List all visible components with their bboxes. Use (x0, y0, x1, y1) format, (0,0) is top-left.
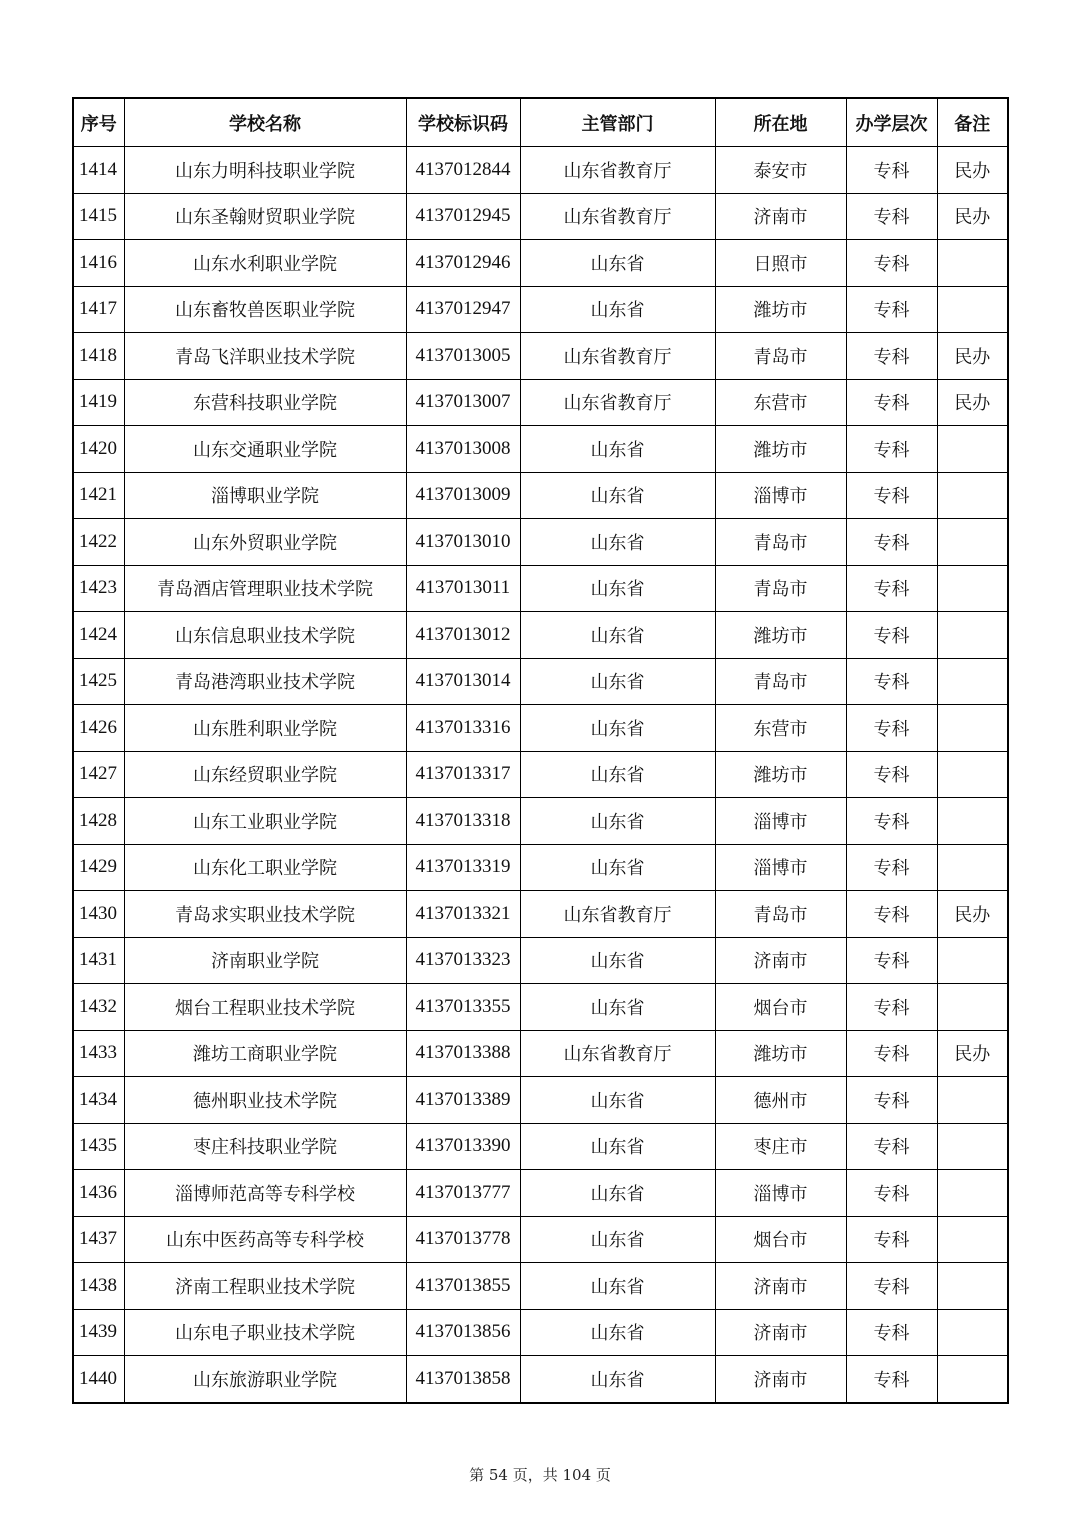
cell-school-name: 山东力明科技职业学院 (124, 147, 406, 194)
cell-note (937, 1263, 1008, 1310)
cell-school-code: 4137013777 (406, 1170, 520, 1217)
cell-school-code: 4137012947 (406, 286, 520, 333)
cell-note (937, 612, 1008, 659)
cell-department: 山东省 (520, 1077, 715, 1124)
cell-department: 山东省教育厅 (520, 147, 715, 194)
cell-level: 专科 (846, 1263, 937, 1310)
cell-note (937, 658, 1008, 705)
table-row (73, 240, 1008, 287)
cell-note: 民办 (937, 147, 1008, 194)
cell-department: 山东省教育厅 (520, 333, 715, 380)
cell-department: 山东省 (520, 240, 715, 287)
cell-index: 1419 (73, 379, 124, 426)
cell-index: 1439 (73, 1309, 124, 1356)
cell-school-code: 4137013319 (406, 844, 520, 891)
cell-level: 专科 (846, 705, 937, 752)
cell-school-code: 4137013008 (406, 426, 520, 473)
cell-note (937, 426, 1008, 473)
cell-level: 专科 (846, 519, 937, 566)
header-location: 所在地 (715, 98, 846, 147)
table-row (73, 798, 1008, 845)
cell-level: 专科 (846, 1077, 937, 1124)
cell-location: 潍坊市 (715, 612, 846, 659)
cell-note (937, 984, 1008, 1031)
table-row (73, 658, 1008, 705)
cell-index: 1420 (73, 426, 124, 473)
cell-school-name: 山东畜牧兽医职业学院 (124, 286, 406, 333)
cell-level: 专科 (846, 1309, 937, 1356)
cell-note (937, 1356, 1008, 1403)
table-row (73, 1077, 1008, 1124)
cell-location: 泰安市 (715, 147, 846, 194)
cell-school-code: 4137012844 (406, 147, 520, 194)
cell-school-name: 淄博职业学院 (124, 472, 406, 519)
cell-school-code: 4137013390 (406, 1123, 520, 1170)
cell-location: 潍坊市 (715, 426, 846, 473)
cell-school-code: 4137013317 (406, 751, 520, 798)
cell-department: 山东省教育厅 (520, 1030, 715, 1077)
cell-department: 山东省 (520, 612, 715, 659)
cell-school-code: 4137013318 (406, 798, 520, 845)
table-row (73, 1356, 1008, 1403)
cell-level: 专科 (846, 612, 937, 659)
cell-level: 专科 (846, 937, 937, 984)
cell-school-code: 4137013323 (406, 937, 520, 984)
table-row (73, 472, 1008, 519)
cell-school-name: 山东中医药高等专科学校 (124, 1216, 406, 1263)
cell-index: 1417 (73, 286, 124, 333)
cell-note (937, 286, 1008, 333)
cell-department: 山东省 (520, 751, 715, 798)
cell-school-code: 4137013856 (406, 1309, 520, 1356)
cell-department: 山东省 (520, 937, 715, 984)
cell-level: 专科 (846, 147, 937, 194)
cell-school-code: 4137013009 (406, 472, 520, 519)
header-department: 主管部门 (520, 98, 715, 147)
cell-school-code: 4137013855 (406, 1263, 520, 1310)
cell-location: 淄博市 (715, 1170, 846, 1217)
cell-index: 1437 (73, 1216, 124, 1263)
cell-department: 山东省 (520, 705, 715, 752)
cell-department: 山东省 (520, 1356, 715, 1403)
cell-department: 山东省 (520, 426, 715, 473)
cell-level: 专科 (846, 798, 937, 845)
cell-location: 青岛市 (715, 891, 846, 938)
cell-level: 专科 (846, 193, 937, 240)
cell-department: 山东省 (520, 658, 715, 705)
cell-note: 民办 (937, 333, 1008, 380)
cell-note: 民办 (937, 891, 1008, 938)
cell-location: 青岛市 (715, 565, 846, 612)
table-row (73, 1309, 1008, 1356)
cell-note (937, 1170, 1008, 1217)
header-index: 序号 (73, 98, 124, 147)
table-row (73, 612, 1008, 659)
cell-location: 淄博市 (715, 798, 846, 845)
cell-department: 山东省 (520, 565, 715, 612)
cell-index: 1425 (73, 658, 124, 705)
cell-location: 潍坊市 (715, 751, 846, 798)
cell-department: 山东省教育厅 (520, 379, 715, 426)
table-row (73, 565, 1008, 612)
table-row (73, 844, 1008, 891)
cell-index: 1438 (73, 1263, 124, 1310)
cell-school-name: 潍坊工商职业学院 (124, 1030, 406, 1077)
cell-location: 淄博市 (715, 472, 846, 519)
cell-school-name: 青岛港湾职业技术学院 (124, 658, 406, 705)
cell-school-name: 山东胜利职业学院 (124, 705, 406, 752)
cell-school-code: 4137013005 (406, 333, 520, 380)
table-row (73, 426, 1008, 473)
cell-department: 山东省 (520, 519, 715, 566)
cell-location: 德州市 (715, 1077, 846, 1124)
cell-school-name: 山东工业职业学院 (124, 798, 406, 845)
cell-location: 烟台市 (715, 1216, 846, 1263)
cell-school-code: 4137013355 (406, 984, 520, 1031)
cell-location: 济南市 (715, 1309, 846, 1356)
cell-school-name: 青岛飞洋职业技术学院 (124, 333, 406, 380)
cell-department: 山东省 (520, 1216, 715, 1263)
cell-school-name: 枣庄科技职业学院 (124, 1123, 406, 1170)
table-row (73, 379, 1008, 426)
cell-note (937, 472, 1008, 519)
cell-level: 专科 (846, 286, 937, 333)
cell-index: 1435 (73, 1123, 124, 1170)
cell-level: 专科 (846, 844, 937, 891)
header-school-code: 学校标识码 (406, 98, 520, 147)
cell-level: 专科 (846, 426, 937, 473)
table-row (73, 1030, 1008, 1077)
cell-index: 1434 (73, 1077, 124, 1124)
cell-index: 1427 (73, 751, 124, 798)
cell-index: 1424 (73, 612, 124, 659)
cell-school-code: 4137012945 (406, 193, 520, 240)
cell-index: 1432 (73, 984, 124, 1031)
table-row (73, 1170, 1008, 1217)
cell-level: 专科 (846, 984, 937, 1031)
cell-school-code: 4137013321 (406, 891, 520, 938)
cell-location: 青岛市 (715, 333, 846, 380)
cell-department: 山东省 (520, 798, 715, 845)
cell-school-name: 青岛酒店管理职业技术学院 (124, 565, 406, 612)
cell-location: 济南市 (715, 1263, 846, 1310)
school-list-table (72, 97, 1009, 1404)
cell-school-name: 东营科技职业学院 (124, 379, 406, 426)
cell-school-code: 4137013011 (406, 565, 520, 612)
table-row (73, 891, 1008, 938)
table-row (73, 1263, 1008, 1310)
cell-location: 烟台市 (715, 984, 846, 1031)
table-row (73, 751, 1008, 798)
table-row (73, 1123, 1008, 1170)
cell-school-code: 4137013007 (406, 379, 520, 426)
cell-school-name: 山东圣翰财贸职业学院 (124, 193, 406, 240)
cell-note: 民办 (937, 1030, 1008, 1077)
table-row (73, 705, 1008, 752)
cell-note (937, 1309, 1008, 1356)
cell-note (937, 705, 1008, 752)
cell-index: 1436 (73, 1170, 124, 1217)
cell-department: 山东省 (520, 472, 715, 519)
table-row (73, 519, 1008, 566)
table-row (73, 147, 1008, 194)
cell-note (937, 844, 1008, 891)
cell-school-name: 德州职业技术学院 (124, 1077, 406, 1124)
cell-school-name: 山东旅游职业学院 (124, 1356, 406, 1403)
header-school-name: 学校名称 (124, 98, 406, 147)
cell-index: 1416 (73, 240, 124, 287)
cell-level: 专科 (846, 891, 937, 938)
cell-index: 1428 (73, 798, 124, 845)
table-row (73, 1216, 1008, 1263)
cell-note (937, 1216, 1008, 1263)
cell-location: 东营市 (715, 705, 846, 752)
cell-school-code: 4137013316 (406, 705, 520, 752)
cell-school-name: 山东交通职业学院 (124, 426, 406, 473)
cell-note (937, 240, 1008, 287)
cell-level: 专科 (846, 1356, 937, 1403)
table-row (73, 333, 1008, 380)
table-header-row (73, 98, 1008, 147)
cell-level: 专科 (846, 658, 937, 705)
header-level: 办学层次 (846, 98, 937, 147)
cell-school-code: 4137012946 (406, 240, 520, 287)
cell-school-code: 4137013778 (406, 1216, 520, 1263)
cell-location: 济南市 (715, 1356, 846, 1403)
cell-department: 山东省 (520, 1309, 715, 1356)
cell-school-name: 山东电子职业技术学院 (124, 1309, 406, 1356)
cell-index: 1415 (73, 193, 124, 240)
cell-index: 1414 (73, 147, 124, 194)
cell-school-name: 烟台工程职业技术学院 (124, 984, 406, 1031)
cell-school-code: 4137013014 (406, 658, 520, 705)
cell-index: 1430 (73, 891, 124, 938)
cell-index: 1421 (73, 472, 124, 519)
cell-location: 济南市 (715, 193, 846, 240)
cell-location: 潍坊市 (715, 286, 846, 333)
cell-location: 东营市 (715, 379, 846, 426)
cell-note (937, 1077, 1008, 1124)
table-row (73, 937, 1008, 984)
table-body (73, 147, 1008, 1403)
cell-index: 1440 (73, 1356, 124, 1403)
cell-note (937, 1123, 1008, 1170)
cell-school-code: 4137013388 (406, 1030, 520, 1077)
cell-index: 1422 (73, 519, 124, 566)
cell-school-name: 山东水利职业学院 (124, 240, 406, 287)
cell-location: 淄博市 (715, 844, 846, 891)
page-footer: 第 54 页，共 104 页 (469, 1466, 611, 1484)
cell-level: 专科 (846, 1123, 937, 1170)
cell-department: 山东省 (520, 844, 715, 891)
cell-location: 济南市 (715, 937, 846, 984)
cell-school-name: 济南工程职业技术学院 (124, 1263, 406, 1310)
cell-school-name: 淄博师范高等专科学校 (124, 1170, 406, 1217)
cell-level: 专科 (846, 379, 937, 426)
cell-index: 1418 (73, 333, 124, 380)
cell-school-name: 山东外贸职业学院 (124, 519, 406, 566)
cell-note: 民办 (937, 379, 1008, 426)
cell-level: 专科 (846, 1216, 937, 1263)
cell-school-name: 山东信息职业技术学院 (124, 612, 406, 659)
table-row (73, 193, 1008, 240)
cell-level: 专科 (846, 1170, 937, 1217)
cell-school-code: 4137013858 (406, 1356, 520, 1403)
cell-note: 民办 (937, 193, 1008, 240)
table-row (73, 286, 1008, 333)
cell-department: 山东省 (520, 1123, 715, 1170)
cell-school-name: 济南职业学院 (124, 937, 406, 984)
cell-note (937, 937, 1008, 984)
cell-location: 青岛市 (715, 519, 846, 566)
cell-level: 专科 (846, 240, 937, 287)
cell-department: 山东省教育厅 (520, 891, 715, 938)
cell-note (937, 798, 1008, 845)
cell-index: 1423 (73, 565, 124, 612)
cell-school-name: 青岛求实职业技术学院 (124, 891, 406, 938)
cell-note (937, 751, 1008, 798)
cell-location: 青岛市 (715, 658, 846, 705)
cell-level: 专科 (846, 751, 937, 798)
cell-department: 山东省教育厅 (520, 193, 715, 240)
cell-department: 山东省 (520, 1263, 715, 1310)
cell-note (937, 519, 1008, 566)
cell-index: 1429 (73, 844, 124, 891)
cell-index: 1431 (73, 937, 124, 984)
cell-location: 日照市 (715, 240, 846, 287)
cell-level: 专科 (846, 565, 937, 612)
cell-note (937, 565, 1008, 612)
cell-index: 1426 (73, 705, 124, 752)
cell-school-name: 山东经贸职业学院 (124, 751, 406, 798)
cell-location: 潍坊市 (715, 1030, 846, 1077)
cell-index: 1433 (73, 1030, 124, 1077)
cell-department: 山东省 (520, 286, 715, 333)
cell-department: 山东省 (520, 1170, 715, 1217)
cell-location: 枣庄市 (715, 1123, 846, 1170)
cell-level: 专科 (846, 333, 937, 380)
cell-department: 山东省 (520, 984, 715, 1031)
table-row (73, 984, 1008, 1031)
cell-level: 专科 (846, 472, 937, 519)
cell-level: 专科 (846, 1030, 937, 1077)
cell-school-code: 4137013389 (406, 1077, 520, 1124)
cell-school-name: 山东化工职业学院 (124, 844, 406, 891)
header-note: 备注 (937, 98, 1008, 147)
cell-school-code: 4137013012 (406, 612, 520, 659)
cell-school-code: 4137013010 (406, 519, 520, 566)
